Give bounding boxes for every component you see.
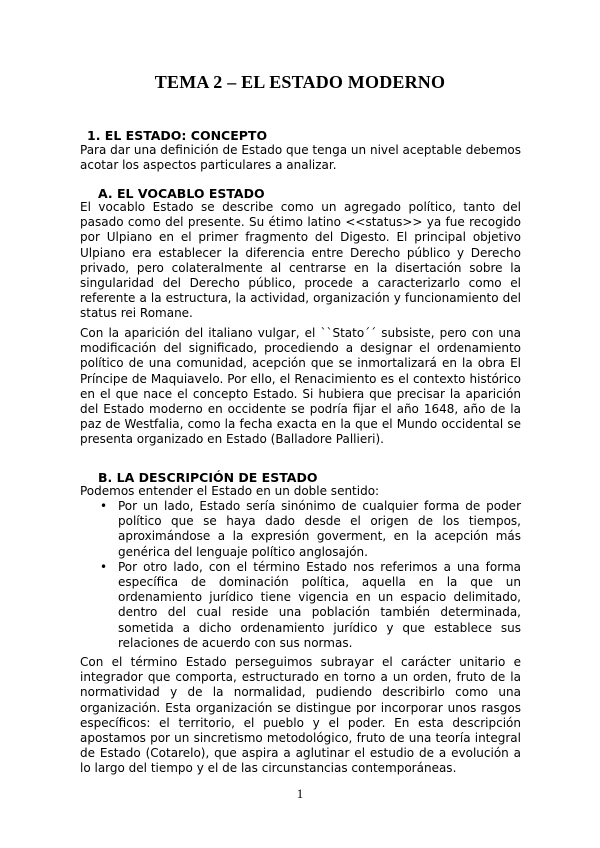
descripcion-paragraph: Con el término Estado perseguimos subrayar el carácter unitario e integrador que comporta, estructurado en torno a un orden, fruto de la normatividad y de la normalidad, pudiendo describirlo como una organización. Esta organización se distingue por incorporar unos rasgos específicos: el territorio, el pueblo y el poder. En esta descripción apostamos por un sincretismo metodológico, fruto de una teoría integral de Estado (Cotarelo), que aspira a aglutinar el estudio de a evolución a lo largo del tiempo y el de las circunstancias contemporáneas. <box>80 655 521 776</box>
section-intro-paragraph: Para dar una definición de Estado que tenga un nivel aceptable debemos acotar los aspectos particulares a analizar. <box>80 143 521 173</box>
bullet-icon: • <box>100 559 108 574</box>
vocablo-paragraph-2: Con la aparición del italiano vulgar, el ``Stato´´ subsiste, pero con una modificación del significado, procediendo a designar el ordenamiento político de una comunidad, acepción que se inmortalizará en la obra El Príncipe de Maquiavelo. Por ello, el Renacimiento es el contexto histórico en el que nace el concepto Estado. Si hubiera que precisar la aparición del Estado moderno en occidente se podría fijar el año 1648, año de la paz de Westfalia, como la fecha exacta en la que el Mundo occidental se presenta organizado en Estado (Balladore Pallieri). <box>80 326 521 447</box>
list-item <box>80 499 521 560</box>
document-title: TEMA 2 – EL ESTADO MODERNO <box>154 72 446 92</box>
subsection-heading-descripcion: B. LA DESCRIPCIÓN DE ESTADO <box>98 470 318 485</box>
bullet-text: Por un lado, Estado sería sinónimo de cualquier forma de poder político que se haya dado desde el origen de los tiempos, aproximándose a la expresión goverment, en la acepción más genérica del lenguaje político anglosajón. <box>118 499 521 559</box>
section-heading-concepto: 1. EL ESTADO: CONCEPTO <box>87 128 268 143</box>
bullet-icon: • <box>100 499 108 513</box>
bullet-text: Por otro lado, con el término Estado nos referimos a una forma específica de dominación política, aquella en la que un ordenamiento jurídico tiene vigencia en un espacio delimitado, dentro del cual reside una población también determinada, sometida a dicho ordenamiento jurídico y que establece sus relaciones de acuerdo con sus normas. <box>118 559 521 650</box>
list-item <box>80 560 521 651</box>
page-number: 1 <box>296 786 304 801</box>
vocablo-paragraph-1: El vocablo Estado se describe como un agregado político, tanto del pasado como del presente. Su étimo latino <<status>> ya fue recogido por Ulpiano en el primer fragmento del Digesto. El principal objetivo Ulpiano era establecer la diferencia entre Derecho público y Derecho privado, pero colateralmente al centrarse en la disertación sobre la singularidad del Derecho público, procede a caracterizarlo como el referente a la estructura, la actividad, organización y funcionamiento del status rei Romane. <box>80 200 521 321</box>
subsection-heading-vocablo: A. EL VOCABLO ESTADO <box>98 186 265 201</box>
descripcion-bullet-list <box>80 499 521 651</box>
descripcion-intro: Podemos entender el Estado en un doble sentido: <box>80 484 380 498</box>
